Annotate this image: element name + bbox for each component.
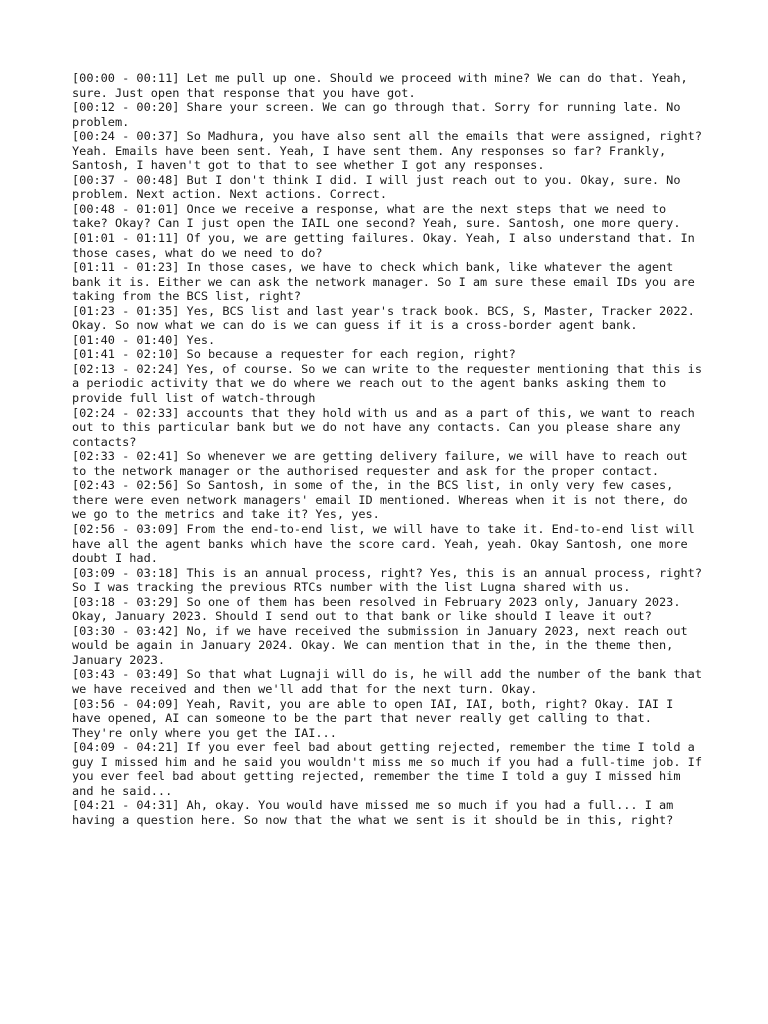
transcript-entry: [04:21 - 04:31] Ah, okay. You would have missed me so much if you had a full... I am having a question here. So now that the what we sent is it should be in this, right?: [72, 798, 674, 827]
transcript-entry: [00:48 - 01:01] Once we receive a response, what are the next steps that we need to take? Okay? Can I just open the IAIL one second? Yeah, sure. Santosh, one more query.: [72, 201, 681, 231]
transcript-entry: [03:56 - 04:09] Yeah, Ravit, you are able to open IAI, IAI, both, right? Okay. IAI I have opened, AI can someone to be the part that never really get calling to that. They're only where you get the IAI...: [72, 696, 674, 740]
transcript-entry: [01:23 - 01:35] Yes, BCS list and last year's track book. BCS, S, Master, Tracker 2022. Okay. So now what we can do is we can guess if it is a cross-border agent bank.: [72, 303, 695, 333]
transcript-entry: [03:18 - 03:29] So one of them has been resolved in February 2023 only, January 2023. Okay, January 2023. Should I send out to that bank or like should I leave it out?: [72, 594, 681, 624]
transcript-entry: [02:24 - 02:33] accounts that they hold with us and as a part of this, we want to reach out to this particular bank but we do not have any contacts. Can you please share any contacts?: [72, 405, 695, 449]
transcript-entry: [02:43 - 02:56] So Santosh, in some of the, in the BCS list, in only very few cases, there were even network managers' email ID mentioned. Whereas when it is not there, do we go to the metrics and take it? Yes, yes.: [72, 478, 688, 522]
transcript-entry: [00:24 - 00:37] So Madhura, you have also sent all the emails that were assigned, right? Yeah. Emails have been sent. Yeah, I have sent them. Any responses so far? Frankly, Santosh, I haven't got to that to see whether I got any responses.: [72, 129, 702, 173]
transcript-entry: [01:11 - 01:23] In those cases, we have to check which bank, like whatever the agent bank it is. Either we can ask the network manager. So I am sure these email IDs you are taking from the BCS list, right?: [72, 260, 695, 304]
transcript-entry: [00:12 - 00:20] Share your screen. We can go through that. Sorry for running late. No problem.: [72, 100, 681, 129]
transcript-entry: [00:00 - 00:11] Let me pull up one. Should we proceed with mine? We can do that. Yeah, sure. Just open that response that you have got.: [72, 71, 688, 100]
transcript-entry: [01:40 - 01:40] Yes.: [72, 332, 216, 347]
transcript-entry: [00:37 - 00:48] But I don't think I did. I will just reach out to you. Okay, sure. No problem. Next action. Next actions. Correct.: [72, 172, 681, 202]
transcript-entry: [03:43 - 03:49] So that what Lugnaji will do is, he will add the number of the bank that we have received and then we'll add that for the next turn. Okay.: [72, 667, 702, 696]
transcript-entry: [03:30 - 03:42] No, if we have received the submission in January 2023, next reach out would be again in January 2024. Okay. We can mention that in the, in the theme then, January 2023.: [72, 623, 688, 667]
transcript-entry: [02:56 - 03:09] From the end-to-end list, we will have to take it. End-to-end list will have all the agent banks which have the score card. Yeah, yeah. Okay Santosh, one more doubt I had.: [72, 521, 695, 566]
transcript-entry: [02:33 - 02:41] So whenever we are getting delivery failure, we will have to reach out to the network manager or the authorised requester and ask for the proper contact.: [72, 449, 688, 478]
transcript-entry: [03:09 - 03:18] This is an annual process, right? Yes, this is an annual process, right? So I was tracking the previous RTCs number with the list Lugna shared with us.: [72, 565, 702, 595]
transcript-entry: [04:09 - 04:21] If you ever feel bad about getting rejected, remember the time I told a guy I missed him and he said you wouldn't miss me so much if you had a full-time job. If you ever feel bad about getting rejected, remember the time I told a guy I missed him and he said...: [72, 740, 702, 798]
transcript-entry: [01:41 - 02:10] So because a requester for each region, right?: [72, 347, 516, 362]
transcript-entry: [02:13 - 02:24] Yes, of course. So we can write to the requester mentioning that this is a periodic activity that we do where we reach out to the agent banks asking them to provide full list of watch-through: [72, 361, 702, 406]
transcript-body: [72, 71, 702, 827]
transcript-entry: [01:01 - 01:11] Of you, we are getting failures. Okay. Yeah, I also understand that. In those cases, what do we need to do?: [72, 231, 695, 260]
